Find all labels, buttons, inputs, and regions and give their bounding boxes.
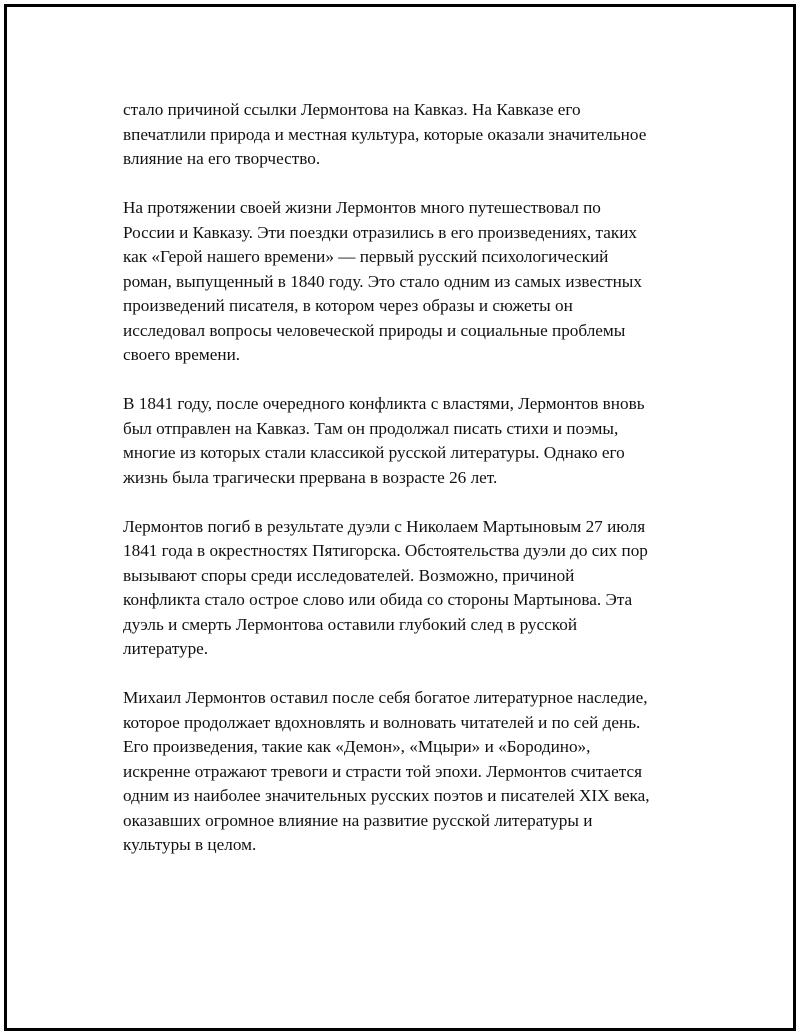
- text-line: как «Герой нашего времени» — первый русский психологический: [123, 247, 609, 266]
- text-line: Лермонтов погиб в результате дуэли с Николаем Мартыновым 27 июля: [123, 516, 646, 536]
- paragraph-4: [123, 515, 713, 662]
- text-line: которое продолжает вдохновлять и волновать читателей и по сей день.: [123, 712, 641, 732]
- text-line: дуэль и смерть Лермонтова оставили глубокий след в русской: [123, 614, 578, 634]
- text-line: Михаил Лермонтов оставил после себя богатое литературное наследие,: [123, 688, 648, 707]
- text-line: литературе.: [123, 639, 209, 658]
- text-line: конфликта стало острое слово или обида со стороны Мартынова. Эта: [123, 590, 633, 609]
- text-line: стало причиной ссылки Лермонтова на Кавказ. На Кавказе его: [123, 100, 581, 119]
- text-line: В 1841 году, после очередного конфликта с властями, Лермонтов вновь: [123, 394, 645, 413]
- text-line: оказавших огромное влияние на развитие русской литературы и: [123, 810, 593, 830]
- text-line: впечатлили природа и местная культура, которые оказали значительное: [123, 124, 647, 144]
- text-line: России и Кавказу. Эти поездки отразились в его произведениях, таких: [123, 222, 637, 242]
- text-line: На протяжении своей жизни Лермонтов много путешествовал по: [123, 198, 601, 217]
- text-line: жизнь была трагически прервана в возрасте 26 лет.: [123, 467, 498, 487]
- text-line: роман, выпущенный в 1840 году. Это стало одним из самых известных: [123, 271, 642, 291]
- paragraph-3: [123, 392, 713, 490]
- paragraph-1: [123, 98, 713, 172]
- text-line: своего времени.: [123, 345, 241, 364]
- paragraph-5: [123, 686, 713, 858]
- text-line: одним из наиболее значительных русских поэтов и писателей XIX века,: [123, 786, 650, 805]
- document-body: [123, 98, 713, 882]
- text-line: произведений писателя, в котором через образы и сюжеты он: [123, 296, 573, 315]
- text-line: исследовал вопросы человеческой природы и социальные проблемы: [123, 320, 626, 340]
- text-line: влияние на его творчество.: [123, 149, 321, 168]
- paragraph-2: [123, 196, 713, 368]
- page-frame: [4, 4, 796, 1031]
- text-line: Его произведения, такие как «Демон», «Мцыри» и «Бородино»,: [123, 737, 591, 756]
- text-line: 1841 года в окрестностях Пятигорска. Обстоятельства дуэли до сих пор: [123, 541, 648, 560]
- text-line: вызывают споры среди исследователей. Возможно, причиной: [123, 565, 575, 585]
- text-line: культуры в целом.: [123, 835, 257, 854]
- text-line: искренне отражают тревоги и страсти той эпохи. Лермонтов считается: [123, 761, 643, 781]
- text-line: был отправлен на Кавказ. Там он продолжал писать стихи и поэмы,: [123, 418, 619, 438]
- text-line: многие из которых стали классикой русской литературы. Однако его: [123, 443, 625, 462]
